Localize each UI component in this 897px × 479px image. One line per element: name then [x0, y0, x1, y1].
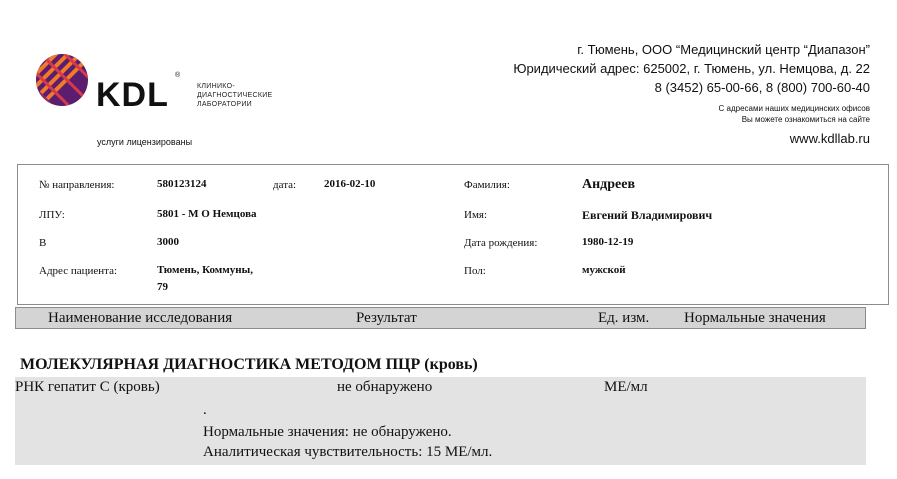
referral-value: 580123124	[157, 178, 207, 190]
referral-label: № направления:	[39, 179, 115, 191]
logo-wordmark: KDL	[96, 76, 169, 114]
name-value: Евгений Владимирович	[582, 208, 713, 222]
sex-value: мужской	[582, 264, 626, 276]
logo-subtitle-line: ЛАБОРАТОРИИ	[197, 101, 252, 108]
kdl-logo-mark-icon	[34, 52, 90, 108]
test-result: не обнаружено	[337, 379, 433, 395]
sex-label: Пол:	[464, 265, 486, 277]
result-row	[15, 377, 866, 465]
legal-address: Юридический адрес: 625002, г. Тюмень, ул. Немцова, д. 22	[513, 61, 870, 76]
header-name: Наименование исследования	[48, 310, 233, 326]
licensed-note: услуги лицензированы	[97, 137, 193, 147]
offices-note-line: С адресами наших медицинских офисов	[718, 104, 870, 113]
offices-note-line: Вы можете ознакомиться на сайте	[741, 115, 870, 124]
surname-label: Фамилия:	[464, 179, 510, 191]
company-line: г. Тюмень, ООО “Медицинский центр “Диапазон”	[577, 42, 870, 57]
surname-value: Андреев	[582, 177, 636, 192]
registered-mark: ®	[175, 72, 181, 79]
header-norm: Нормальные значения	[684, 310, 826, 326]
b-value: 3000	[157, 236, 179, 248]
logo-subtitle	[197, 82, 273, 109]
date-value: 2016-02-10	[324, 178, 376, 190]
logo-subtitle-line: ДИАГНОСТИЧЕСКИЕ	[197, 92, 273, 99]
patient-info-box	[17, 164, 889, 305]
address-label: Адрес пациента:	[39, 265, 118, 277]
lpu-value: 5801 - М О Немцова	[157, 208, 257, 220]
logo-subtitle-line: КЛИНИКО-	[197, 83, 235, 90]
date-label: дата:	[273, 179, 297, 191]
test-name: РНК гепатит С (кровь)	[15, 379, 160, 395]
offices-note	[513, 103, 870, 125]
website-link[interactable]: www.kdllab.ru	[789, 131, 870, 146]
note-normal-values: Нормальные значения: не обнаружено.	[203, 424, 452, 440]
lpu-label: ЛПУ:	[39, 209, 65, 221]
address-line-2: 79	[157, 281, 168, 293]
contact-block	[513, 40, 870, 146]
header-unit: Ед. изм.	[598, 310, 650, 326]
header-result: Результат	[356, 310, 417, 326]
note-dot: .	[203, 402, 207, 418]
address-line-1: Тюмень, Коммуны,	[157, 264, 253, 276]
test-unit: МЕ/мл	[604, 379, 648, 395]
section-title: МОЛЕКУЛЯРНАЯ ДИАГНОСТИКА МЕТОДОМ ПЦР (кровь)	[20, 356, 478, 373]
note-sensitivity: Аналитическая чувствительность: 15 МЕ/мл.	[203, 444, 493, 460]
b-label: В	[39, 237, 47, 249]
phone-numbers: 8 (3452) 65-00-66, 8 (800) 700-60-40	[654, 80, 870, 95]
name-label: Имя:	[464, 209, 488, 221]
results-table-header	[15, 307, 866, 329]
dob-value: 1980-12-19	[582, 236, 634, 248]
dob-label: Дата рождения:	[464, 237, 538, 249]
